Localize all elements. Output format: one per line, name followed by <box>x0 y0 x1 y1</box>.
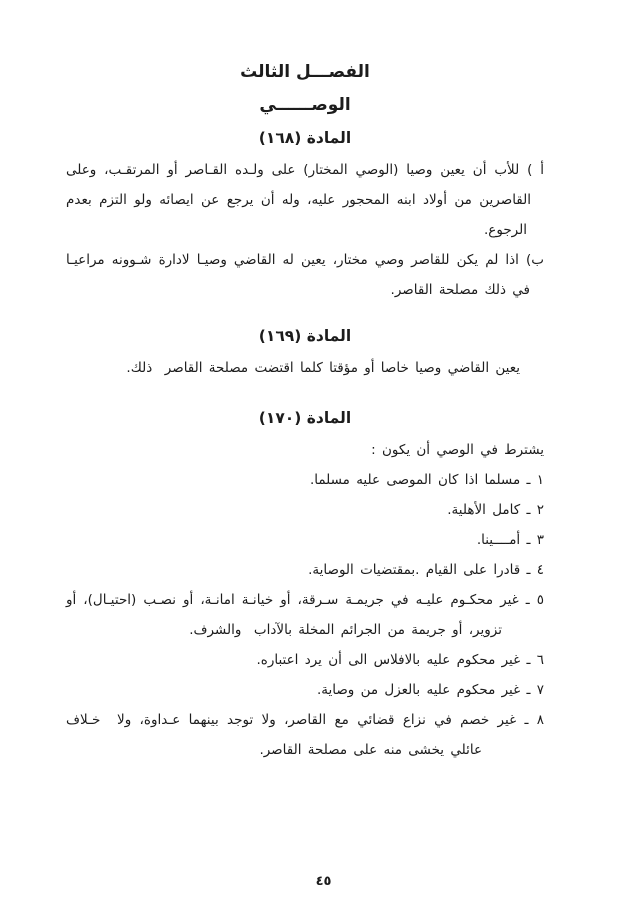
article-168-clause-a-line-1: أ ) للأب أن يعين وصيا (الوصي المختار) على ولـده القـاصر أو المرتقـب، وعلى <box>66 162 544 178</box>
article-170-item-5-line-1: ٥ ـ غير محكـوم عليـه في جريمـة سـرقة، أو خيانـة امانـة، أو نصـب (احتيـال)، أو <box>66 592 544 608</box>
article-168-clause-a-line-2: القاصرين من أولاد ابنه المحجور عليه، وله أن يرجع عن ايصائه ولو التزم بعدم <box>66 192 531 208</box>
section-title: الوصــــــي <box>259 95 351 115</box>
article-168-heading: المادة (١٦٨) <box>258 129 352 147</box>
article-168-clause-a-line-3: الرجوع. <box>484 222 527 238</box>
article-170-item-1: ١ ـ مسلما اذا كان الموصى عليه مسلما. <box>309 472 544 488</box>
article-169-heading: المادة (١٦٩) <box>258 327 352 345</box>
article-170-item-5-line-2: تزوير، أو جريمة من الجرائم المخلة بالآداب والشرف. <box>189 622 502 638</box>
article-170-item-4: ٤ ـ قادرا على القيام .بمقتضيات الوصاية. <box>308 562 544 578</box>
article-170-item-7: ٧ ـ غير محكوم عليه بالعزل من وصاية. <box>316 682 544 698</box>
page-content <box>66 59 544 765</box>
article-170-item-2: ٢ ـ كامل الأهلية. <box>447 502 544 518</box>
article-168-clause-b-line-2: في ذلك مصلحة القاصر. <box>390 282 530 298</box>
article-170-item-6: ٦ ـ غير محكوم عليه بالافلاس الى أن يرد اعتباره. <box>256 652 544 668</box>
article-169-body: يعين القاضي وصيا خاصا أو مؤقتا كلما اقتضت مصلحة القاصر ذلك. <box>126 360 520 376</box>
page-number: ٤٥ <box>315 874 332 889</box>
article-170-intro: يشترط في الوصي أن يكون : <box>371 442 544 458</box>
chapter-title: الفصـــل الثالث <box>240 62 370 82</box>
article-170-heading: المادة (١٧٠) <box>258 409 352 427</box>
article-170-item-3: ٣ ـ أمــــينا. <box>476 532 544 548</box>
article-170-item-8-line-1: ٨ ـ غير خصم في نزاع قضائي مع القاصر، ولا توجد بينهما عـداوة، ولا خـلاف <box>66 712 544 728</box>
article-168-clause-b-line-1: ب) اذا لم يكن للقاصر وصي مختار، يعين له القاضي وصيـا لادارة شـوونه مراعيـا <box>66 252 544 268</box>
article-170-item-8-line-2: عائلي يخشى منه على مصلحة القاصر. <box>259 742 482 758</box>
